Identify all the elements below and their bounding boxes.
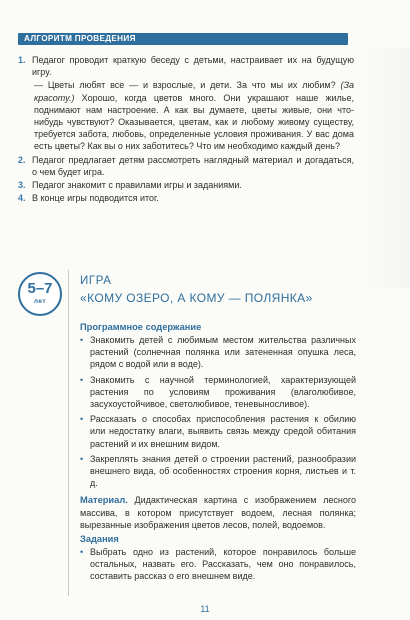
bullet-icon: • (80, 414, 84, 425)
step-number: 4. (18, 193, 26, 204)
material-text: Дидактическая картина с изображением лесного массива, в котором присутствует водоем, лесная полянка; вырезанные изображения цветов лесов, полей, водоемов. (80, 495, 356, 530)
step-number: 3. (18, 180, 26, 191)
program-bullet (80, 374, 356, 411)
dialog-hint: (За красоту.) (34, 80, 354, 103)
bullet-text: Выбрать одно из растений, которое понравилось больше остальных, назвать его. Рассказать, чем оно понравилось, составить рассказ о его внешнем виде. (90, 547, 356, 582)
teacher-dialog (18, 79, 354, 152)
vertical-divider (68, 270, 69, 596)
step-text: Педагог знакомит с правилами игры и заданиями. (32, 180, 242, 191)
step-number: 1. (18, 55, 26, 65)
material-label: Материал. (80, 495, 128, 506)
age-badge (18, 272, 62, 316)
step-number: 2. (18, 154, 26, 165)
bullet-text: Рассказать о способах приспособления растения к обилию или недостатку влаги, выявить связь между средой обитания растений и их внешним видом. (90, 414, 356, 449)
step-text: В конце игры подводится итог. (32, 193, 159, 204)
bullet-icon: • (80, 453, 84, 464)
step-text: Педагог проводит краткую беседу с детьми, настраивает их на будущую игру. (32, 55, 354, 78)
step-1 (18, 54, 354, 78)
program-bullet (80, 453, 356, 490)
bullet-text: Закреплять знания детей о строении растений, разнообразии внешнего вида, об особенностях строения корня, листьев и т. д. (90, 453, 356, 489)
step-text: Педагог предлагает детям рассмотреть наглядный материал и догадаться, о чем будет игра. (32, 154, 354, 177)
section-header-bar (18, 33, 348, 45)
game-content (80, 322, 356, 583)
tasks-heading: Задания (80, 534, 119, 545)
step-4 (18, 192, 354, 204)
bullet-text: Знакомить с научной терминологией, характеризующей растения по условиям проживания (влаголюбивое, засухоустойчивое, светолюбивое, теневыносливое). (90, 374, 356, 410)
page-number: 11 (200, 604, 210, 614)
bullet-icon: • (80, 335, 84, 345)
dialog-text: — Цветы любят все — и взрослые, и дети. За что мы их любим? (34, 80, 341, 91)
step-2 (18, 154, 354, 178)
material-paragraph (80, 494, 356, 531)
section-header-label: АЛГОРИТМ ПРОВЕДЕНИЯ (24, 34, 136, 43)
bullet-text: Знакомить детей с любимым местом жительства различных растений (солнечная полянка или затененная опушка леса, рядом с водой или в воде). (90, 335, 356, 370)
program-bullet (80, 334, 356, 371)
task-bullet (80, 546, 356, 583)
bullet-icon: • (80, 374, 84, 385)
age-range: 5–7 (27, 280, 53, 297)
program-bullet (80, 413, 356, 450)
game-title: «КОМУ ОЗЕРО, А КОМУ — ПОЛЯНКА» (80, 291, 313, 305)
game-kind: ИГРА (80, 275, 112, 287)
step-3 (18, 179, 354, 191)
dialog-text: Хорошо, когда цветов много. Они украшают наше жилье, поднимают нам настроение. А как вы думаете, цветы живые, они что-нибудь чувствуют? Оказывается, цветам, как и любому живому существу, требуется забота, любовь, определенные условия проживания. У вас дома есть цветы? Как вы о них заботитесь? Что им необходимо каждый день? (34, 92, 354, 152)
procedure-steps (18, 54, 354, 204)
age-unit: лет (33, 298, 47, 305)
bullet-icon: • (80, 547, 84, 558)
page-edge-shadow (358, 48, 410, 288)
program-heading: Программное содержание (80, 322, 202, 332)
